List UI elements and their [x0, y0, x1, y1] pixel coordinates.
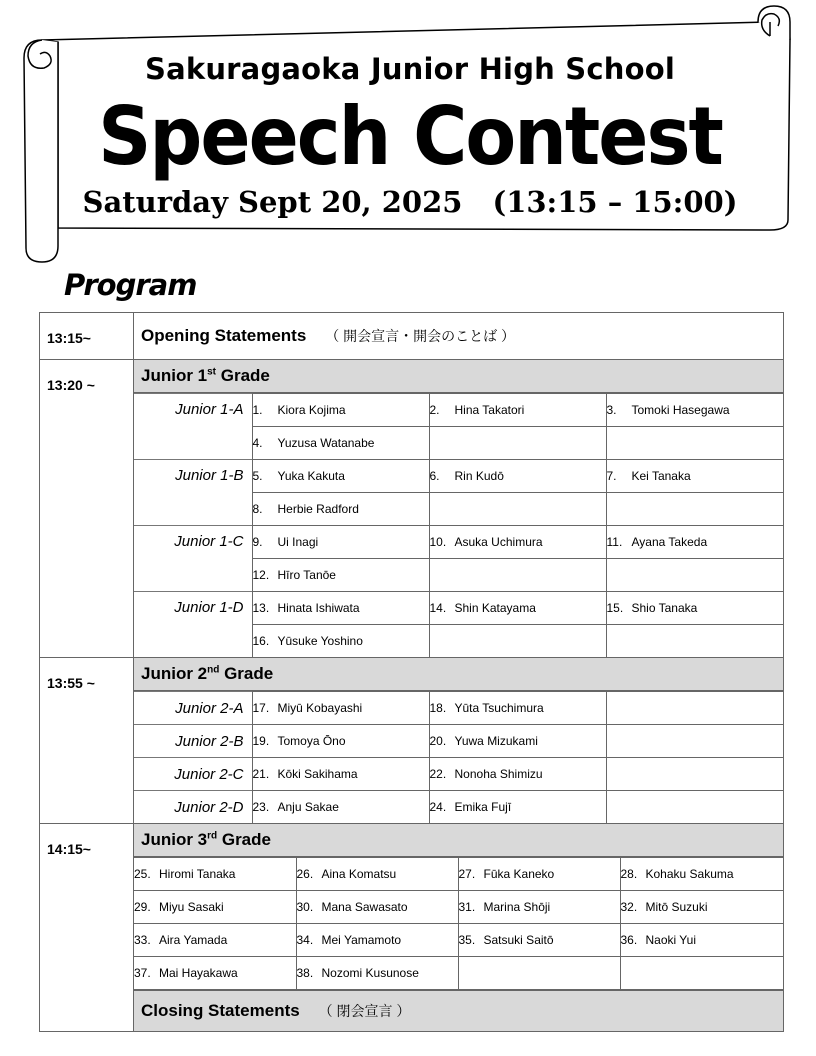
student-name: Yūta Tsuchimura [454, 701, 544, 715]
student-number: 36. [620, 933, 638, 947]
student-cell [458, 924, 620, 957]
closing-cell [134, 991, 784, 1032]
student-number: 35. [458, 933, 476, 947]
grade3-label: Junior 3 [141, 830, 208, 849]
student-cell [606, 559, 783, 592]
student-cell [134, 858, 296, 891]
student-name: Yuwa Mizukami [454, 734, 538, 748]
student-number: 2. [429, 403, 440, 417]
grade2-title [134, 658, 784, 691]
student-cell [134, 891, 296, 924]
student-number: 38. [296, 966, 314, 980]
class-name: Junior 1-B [134, 460, 252, 526]
opening-time: 13:15~ [40, 313, 134, 360]
grade1-label-rest: Grade [216, 366, 270, 385]
student-name: Shin Katayama [454, 601, 536, 615]
student-name: Shio Tanaka [631, 601, 698, 615]
student-number: 7. [606, 469, 617, 483]
grade2-time: 13:55 ~ [40, 658, 134, 824]
student-cell [252, 791, 429, 824]
student-number: 16. [252, 634, 270, 648]
student-name: Mana Sawasato [321, 900, 408, 914]
student-name: Hīro Tanōe [277, 568, 336, 582]
student-number: 27. [458, 867, 476, 881]
student-cell [252, 493, 429, 526]
closing-row [40, 991, 784, 1032]
student-cell [620, 891, 783, 924]
student-cell [606, 394, 783, 427]
student-number: 25. [134, 867, 151, 881]
class-name: Junior 2-C [134, 758, 252, 791]
grade2-student-table [134, 691, 783, 823]
student-cell [296, 924, 458, 957]
opening-cell [134, 313, 784, 360]
student-name: Miyu Sasaki [159, 900, 224, 914]
student-cell [620, 858, 783, 891]
student-name: Aina Komatsu [321, 867, 397, 881]
student-cell [606, 493, 783, 526]
student-number: 9. [252, 535, 263, 549]
student-name: Tomoya Ōno [277, 734, 346, 748]
event-date: Saturday Sept 20, 2025 [82, 185, 463, 219]
student-cell [606, 625, 783, 658]
student-cell [606, 791, 783, 824]
student-cell [620, 957, 783, 990]
student-cell [252, 625, 429, 658]
student-name: Satsuki Saitō [483, 933, 554, 947]
student-cell [458, 858, 620, 891]
student-cell [429, 791, 606, 824]
student-cell [606, 427, 783, 460]
student-cell [134, 924, 296, 957]
student-cell [429, 592, 606, 625]
student-number: 28. [620, 867, 638, 881]
student-name: Naoki Yui [645, 933, 696, 947]
student-name: Kōki Sakihama [277, 767, 358, 781]
class-name: Junior 2-A [134, 692, 252, 725]
grade1-header-row [40, 360, 784, 393]
student-name: Mai Hayakawa [159, 966, 238, 980]
student-cell [606, 692, 783, 725]
student-cell [458, 891, 620, 924]
student-name: Nozomi Kusunose [321, 966, 419, 980]
student-number: 4. [252, 436, 263, 450]
grade1-body-row [40, 393, 784, 658]
student-number: 12. [252, 568, 270, 582]
student-number: 26. [296, 867, 314, 881]
student-cell [458, 957, 620, 990]
student-cell [429, 559, 606, 592]
grade2-label: Junior 2 [141, 664, 208, 683]
student-name: Mitō Suzuki [645, 900, 708, 914]
student-row [134, 460, 783, 493]
student-row [134, 957, 783, 990]
student-name: Anju Sakae [277, 800, 339, 814]
student-cell [252, 559, 429, 592]
student-number: 31. [458, 900, 476, 914]
student-cell [252, 725, 429, 758]
student-name: Tomoki Hasegawa [631, 403, 730, 417]
school-name: Sakuragaoka Junior High School [144, 52, 676, 86]
student-name: Yūsuke Yoshino [277, 634, 363, 648]
student-cell [606, 592, 783, 625]
grade1-body [134, 393, 784, 658]
student-number: 17. [252, 701, 270, 715]
student-number: 14. [429, 601, 447, 615]
program-heading: Program [64, 268, 197, 302]
class-name: Junior 1-D [134, 592, 252, 658]
student-row [134, 394, 783, 427]
student-name: Rin Kudō [454, 469, 504, 483]
student-cell [429, 758, 606, 791]
grade2-header-row [40, 658, 784, 691]
student-cell [134, 957, 296, 990]
student-name: Mei Yamamoto [321, 933, 402, 947]
student-cell [252, 592, 429, 625]
grade3-label-rest: Grade [217, 830, 271, 849]
student-cell [296, 957, 458, 990]
student-number: 23. [252, 800, 270, 814]
program-table [39, 312, 784, 1032]
student-cell [606, 460, 783, 493]
student-number: 13. [252, 601, 270, 615]
student-name: Hinata Ishiwata [277, 601, 360, 615]
student-name: Yuzusa Watanabe [277, 436, 375, 450]
student-row [134, 725, 783, 758]
student-number: 8. [252, 502, 263, 516]
student-row [134, 526, 783, 559]
student-name: Miyū Kobayashi [277, 701, 363, 715]
contest-title: Speech Contest [98, 90, 722, 184]
student-number: 6. [429, 469, 440, 483]
student-cell [252, 526, 429, 559]
student-cell [296, 891, 458, 924]
student-row [134, 791, 783, 824]
student-cell [252, 460, 429, 493]
grade3-student-table [134, 857, 783, 990]
student-name: Herbie Radford [277, 502, 359, 516]
class-name: Junior 1-C [134, 526, 252, 592]
student-cell [429, 460, 606, 493]
student-cell [429, 625, 606, 658]
student-cell [429, 427, 606, 460]
class-name: Junior 2-B [134, 725, 252, 758]
student-cell [429, 725, 606, 758]
grade3-title [134, 824, 784, 857]
student-number: 11. [606, 535, 623, 549]
grade1-sup: st [207, 366, 217, 378]
student-name: Ui Inagi [277, 535, 319, 549]
grade2-body [134, 691, 784, 824]
grade2-sup: nd [207, 664, 220, 676]
grade3-header-row [40, 824, 784, 857]
student-cell [429, 692, 606, 725]
student-number: 30. [296, 900, 314, 914]
student-number: 21. [252, 767, 270, 781]
student-number: 10. [429, 535, 447, 549]
student-cell [429, 493, 606, 526]
grade2-label-rest: Grade [219, 664, 274, 683]
class-name: Junior 1-A [134, 394, 252, 460]
student-name: Fūka Kaneko [483, 867, 555, 881]
student-cell [606, 758, 783, 791]
student-row [134, 924, 783, 957]
student-cell [429, 526, 606, 559]
student-number: 19. [252, 734, 270, 748]
student-number: 15. [606, 601, 624, 615]
student-cell [252, 758, 429, 791]
grade3-body-row [40, 857, 784, 991]
opening-row [40, 313, 784, 360]
student-number: 5. [252, 469, 263, 483]
student-number: 24. [429, 800, 447, 814]
student-number: 22. [429, 767, 447, 781]
student-number: 33. [134, 933, 151, 947]
student-row [134, 858, 783, 891]
event-date-line [60, 185, 760, 219]
grade3-body [134, 857, 784, 991]
student-cell [252, 427, 429, 460]
student-name: Ayana Takeda [631, 535, 708, 549]
student-row [134, 592, 783, 625]
grade1-time: 13:20 ~ [40, 360, 134, 658]
student-name: Hina Takatori [454, 403, 525, 417]
student-name: Yuka Kakuta [277, 469, 345, 483]
class-name: Junior 2-D [134, 791, 252, 824]
student-number: 37. [134, 966, 151, 980]
student-name: Kiora Kojima [277, 403, 346, 417]
student-number: 29. [134, 900, 151, 914]
closing-label: Closing Statements [141, 1001, 300, 1020]
grade1-student-table [134, 393, 783, 657]
student-cell [296, 858, 458, 891]
student-cell [606, 526, 783, 559]
closing-jp: （ 閉会宣言 ） [318, 1003, 411, 1019]
grade2-body-row [40, 691, 784, 824]
student-number: 20. [429, 734, 447, 748]
student-row [134, 891, 783, 924]
student-number: 32. [620, 900, 638, 914]
student-cell [252, 394, 429, 427]
student-name: Aira Yamada [159, 933, 228, 947]
student-cell [606, 725, 783, 758]
student-cell [429, 394, 606, 427]
student-number: 18. [429, 701, 447, 715]
student-name: Asuka Uchimura [454, 535, 543, 549]
grade3-sup: rd [207, 830, 218, 842]
student-name: Nonoha Shimizu [454, 767, 543, 781]
student-name: Emika Fujī [454, 800, 512, 814]
event-time-range: (13:15 – 15:00) [492, 185, 738, 219]
student-name: Kohaku Sakuma [645, 867, 734, 881]
student-name: Kei Tanaka [631, 469, 691, 483]
student-row [134, 692, 783, 725]
grade3-time: 14:15~ [40, 824, 134, 1032]
student-name: Marina Shōji [483, 900, 551, 914]
opening-jp: （ 開会宣言・開会のことば ） [325, 328, 515, 344]
student-row [134, 758, 783, 791]
student-cell [620, 924, 783, 957]
student-number: 34. [296, 933, 314, 947]
opening-label: Opening Statements [141, 326, 307, 345]
grade1-label: Junior 1 [141, 366, 208, 385]
student-cell [252, 692, 429, 725]
grade1-title [134, 360, 784, 393]
student-name: Hiromi Tanaka [159, 867, 236, 881]
student-number: 1. [252, 403, 263, 417]
student-number: 3. [606, 403, 617, 417]
